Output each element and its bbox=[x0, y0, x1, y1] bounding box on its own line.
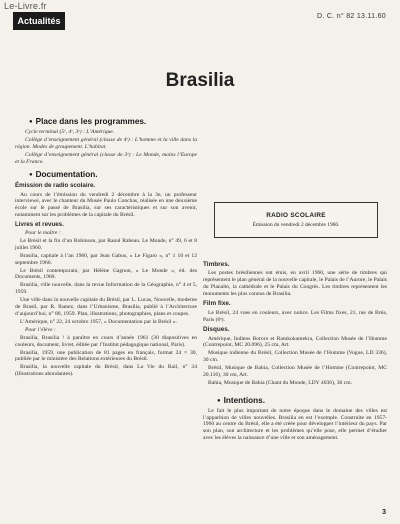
disques-subheading: Disques. bbox=[203, 326, 230, 334]
maitre-item: Le Brésil contemporain, par Hélène Gagnon, « Le Monde », éd. des Documents, 1960. bbox=[15, 267, 197, 281]
timbres-subheading: Timbres. bbox=[203, 261, 230, 268]
maitre-label: Pour le maître : bbox=[25, 230, 61, 237]
maitre-item: Brasilia, ville nouvelle, dans la revue Information de la Géographie, n° 4 et 5, 1959. bbox=[15, 282, 197, 296]
document-reference: D. C. n° 82 13.11.60 bbox=[317, 13, 386, 20]
watermark: Le-Livre.fr bbox=[4, 1, 47, 11]
radio-scolaire-box bbox=[214, 202, 378, 238]
disque-item: Brésil, Musique de Bahia, Collection Musée de l’Homme (Contrepoint, MC 20.116), 30 cm, Art. bbox=[203, 365, 387, 379]
maitre-item: Une ville dans la nouvelle capitale du Brésil, par L. Lucas, Nouvelle, moderne de Brasil, par R. Ibanez, dans l’Urbanisme, Brasilia, publié à l’Architecture d’aujourd’hui, n° 80, 1959. Plan, illustrations, photographies, plans et coupes. bbox=[15, 297, 197, 317]
place-heading: ● Place dans les programmes. bbox=[29, 117, 197, 127]
radio-box-subtitle: Émission du vendredi 2 décembre 1960. bbox=[252, 222, 340, 228]
disque-item: Bahia, Musique de Bahia (Chant du Monde, LDY 4036), 30 cm. bbox=[208, 380, 352, 387]
maitre-item: Le Brésil et la fin d’un Robinson, par Raoul Rabeau. Le Monde, n° 49, 6 et 8 juillet 1960. bbox=[15, 238, 197, 251]
films-text: Le Brésil, 24 vues en couleurs, avec notice. Les Films fixes, 21, rue de Bréa, Paris (6ᵉ). bbox=[203, 309, 387, 323]
rubric-badge: Actualités bbox=[13, 12, 65, 30]
page-title: Brasilia bbox=[165, 70, 235, 91]
documentation-heading: ● Documentation. bbox=[29, 170, 197, 180]
livres-subheading: Livres et revues. bbox=[15, 220, 64, 228]
eleves-label: Pour l’élève : bbox=[25, 326, 56, 333]
place-line: Cycle terminal (5ᵉ, 4ᵉ, 3ᵉ) : L’Amérique. bbox=[25, 129, 115, 135]
disque-item: Musique indienne du Brésil, Collection Musée de l’Homme (Vogue, LD 336), 30 cm. bbox=[203, 350, 387, 364]
maitre-item: L’Amérique, n° 22, 24 octobre 1957, « Documentation par la Brésil ». bbox=[20, 318, 177, 325]
eleves-item: Brasilia, Brasilia ! à paraître en cours d’année 1961 (30 diapositives en couleurs, document, livret, éditée par l’Institut pédagogique national, Paris). bbox=[15, 334, 197, 348]
films-subheading: Film fixe. bbox=[203, 300, 231, 308]
page-number: 3 bbox=[382, 509, 386, 516]
maitre-item: Brasilia, capitale à l’an 1960, par Jean Gabus, « Le Figaro », n° 1 10 et 12 septembre 1960. bbox=[15, 252, 197, 266]
timbres-text: Les postes brésiliennes ont émis, en avril 1960, une série de timbres qui représentent le plan général de la nouvelle capitale, le Palais de l’Aurore, le Palais du Planalto, la cathédrale et le Palais du Congrès. Les timbres représentent les monuments les plus connus de Brasilia. bbox=[203, 270, 387, 297]
intentions-text: Le fait le plus important de notre époque dans le domaine des villes est l’apparition de villes nouvelles. Brasilia en est l’exemple. Construite en 1957-1960 au centre du Brésil, elle a été créée pour développer l’intérieur du pays. Par son plan, son architecture et les problèmes qu’elle pose, elle permet d’étudier avec les élèves la naissance d’une ville et son aménagement. bbox=[203, 407, 387, 441]
place-line: Collège d’enseignement général (classe de 3ᵉ) : Le Monde, moins l’Europe et la France. bbox=[15, 151, 197, 165]
left-column bbox=[15, 112, 197, 379]
right-column bbox=[203, 258, 387, 443]
eleves-item: Brasilia, la nouvelle capitale du Brésil, dans La Vie du Rail, n° 34 (Illustrations abondantes). bbox=[15, 364, 197, 378]
intentions-heading: ● Intentions. bbox=[217, 396, 387, 406]
emission-subheading: Émission de radio scolaire. bbox=[15, 182, 96, 190]
radio-box-title: RADIO SCOLAIRE bbox=[266, 212, 326, 219]
place-line: Collège d’enseignement général (classe de 4ᵉ) : L’homme et la ville dans la région. Modes de groupement. L’habitat. bbox=[15, 136, 197, 150]
eleves-item: Brasilia, 1959, une publication de 81 pages en français, format 24 × 30, publiée par le ministère des Relations extérieures du Brésil. bbox=[15, 349, 197, 363]
disque-item: Amérique, Indiens Bororo et Ramkokamekra, Collection Musée de l’Homme (Contrepoint, MC 20.096), 25 cm, Art. bbox=[203, 335, 387, 349]
emission-text: Au cours de l’émission du vendredi 2 décembre à la 3e, un professeur interviewé, avec le chanteur du Musée Paulo Conchas, réalisée en une deuxième école sur le passé de Brasilia, sur ses caractéristiques et sur son avenir, notamment sur les problèmes de la capitale du Brésil. bbox=[15, 191, 197, 219]
